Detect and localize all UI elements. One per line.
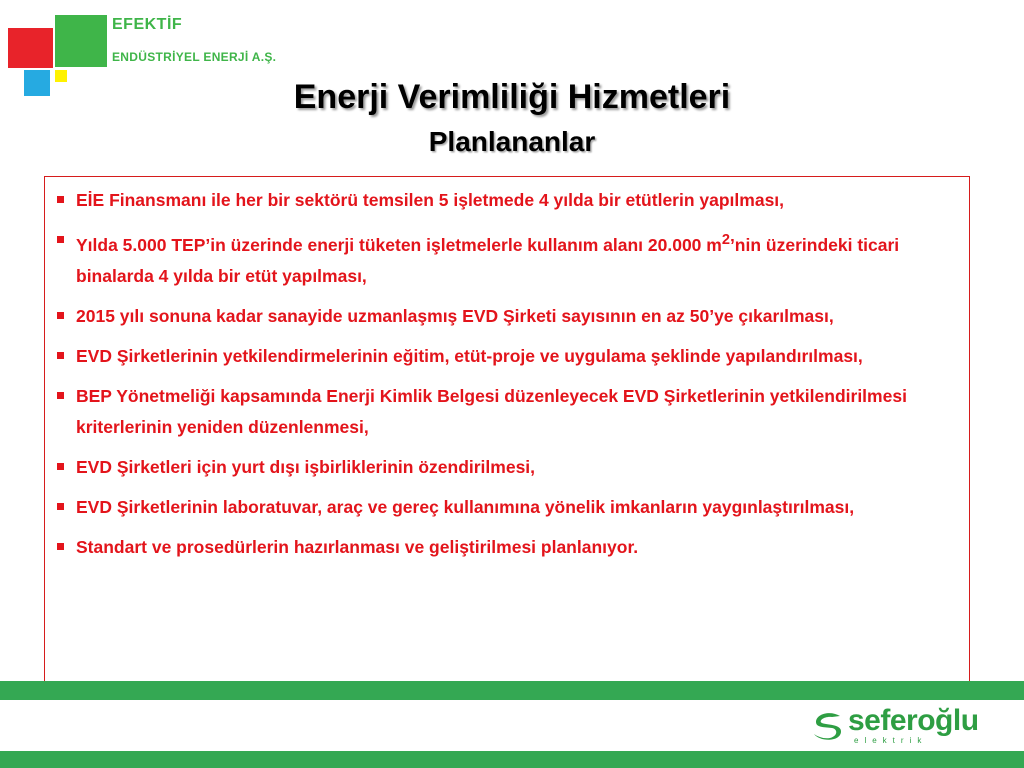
bullet-list [45,177,969,563]
bullet-item [55,381,949,443]
bullet-text: EVD Şirketlerinin laboratuvar, araç ve gereç kullanımına yönelik imkanların yaygınlaştırılması, [76,496,855,517]
bullet-square-icon [57,392,64,399]
superscript-two: 2 [721,232,730,248]
footer-band [0,751,1024,768]
bullet-item [55,532,949,563]
logo-company-name: EFEKTİF [112,16,183,33]
bullet-item [55,492,949,523]
bullet-square-icon [57,236,64,243]
bullet-item [55,452,949,483]
bullet-text: EİE Finansmanı ile her bir sektörü temsilen 5 işletmede 4 yılda bir etütlerin yapılması, [76,190,785,210]
bullet-square-icon [57,352,64,359]
bullet-square-icon [57,196,64,203]
bullet-square-icon [57,463,64,470]
bullet-item [55,301,949,332]
bullet-square-icon [57,312,64,319]
bullet-text: Yılda 5.000 TEP’in üzerinde enerji tüketen işletmelerle kullanım alanı 20.000 m [76,234,722,255]
bullet-text: BEP Yönetmeliği kapsamında Enerji Kimlik Belgesi düzenleyecek EVD Şirketlerinin yetkilendirilmesi kriterlerinin yeniden düzenlenmesi, [76,385,907,437]
bullet-item [55,185,949,216]
content-box [44,176,970,682]
seferoglu-logo [806,700,1006,750]
bullet-text: EVD Şirketleri için yurt dışı işbirliklerinin özendirilmesi, [76,456,536,477]
slide-title: Enerji Verimliliği Hizmetleri [293,78,731,116]
bullet-square-icon [57,503,64,510]
slide-subtitle: Planlananlar [428,126,596,157]
bullet-text: Standart ve prosedürlerin hazırlanması ve geliştirilmesi planlanıyor. [76,536,639,557]
seferoglu-swoosh-icon [810,708,846,744]
logo-company-subtitle: ENDÜSTRİYEL ENERJİ A.Ş. [112,50,277,64]
bullet-text: EVD Şirketlerinin yetkilendirmelerinin eğitim, etüt-proje ve uygulama şeklinde yapılandırılması, [76,345,863,366]
green-divider-band [0,681,1024,700]
seferoglu-tagline: elektrik [854,736,928,745]
logo-red-square [8,28,53,68]
bullet-square-icon [57,543,64,550]
bullet-item [55,225,949,292]
logo-green-square [55,15,107,67]
seferoglu-brand-name: seferoğlu [848,704,979,737]
bullet-text-continued: ’nin üzerindeki ticari binalarda 4 yılda bir etüt yapılması, [76,234,900,286]
bullet-item [55,341,949,372]
bullet-text: 2015 yılı sonuna kadar sanayide uzmanlaşmış EVD Şirketi sayısının en az 50’ye çıkarılması, [76,305,834,326]
